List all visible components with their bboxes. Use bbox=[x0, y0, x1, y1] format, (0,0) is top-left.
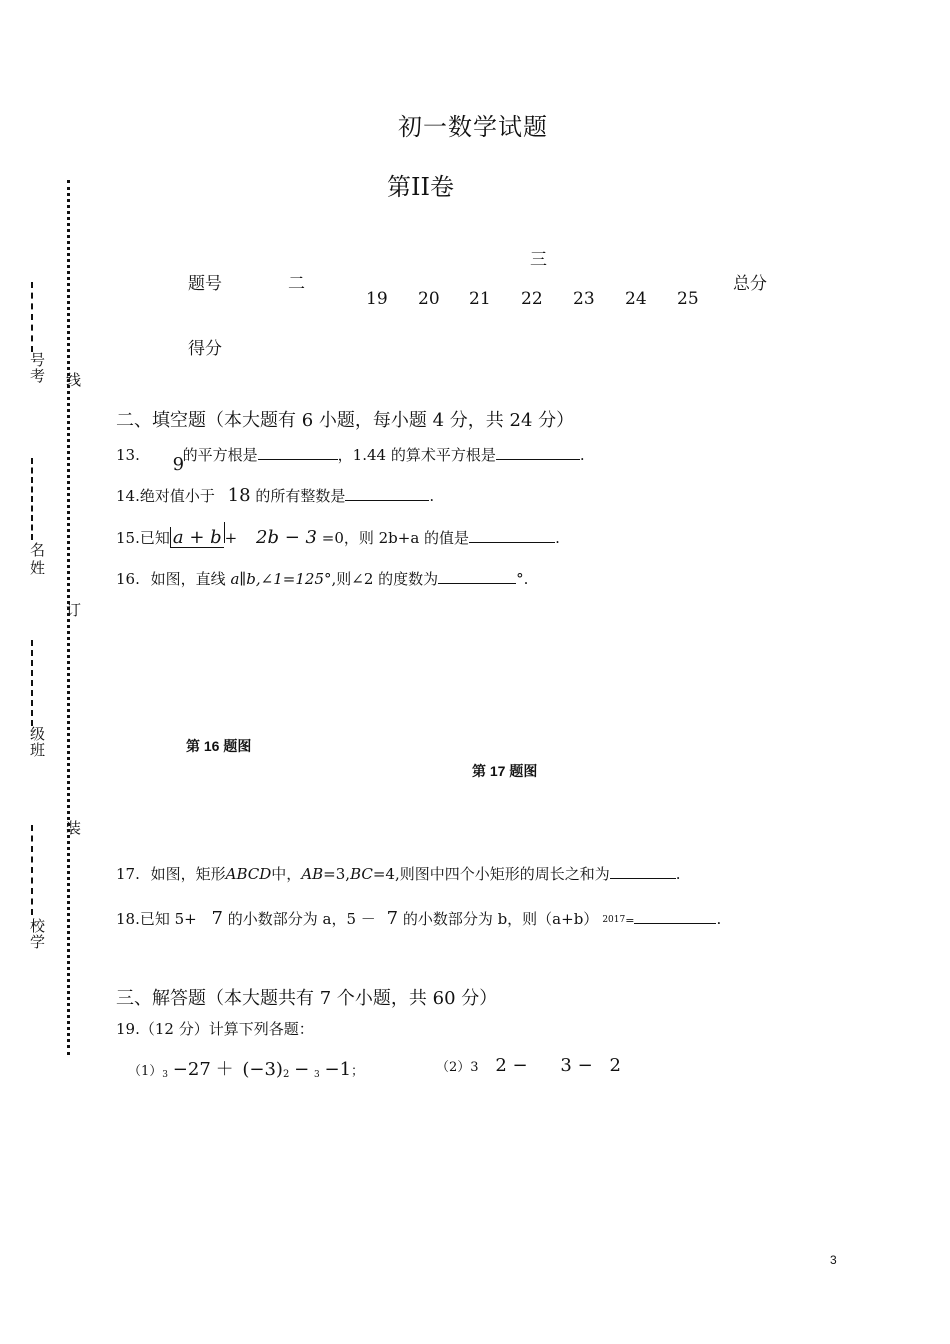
q13-blank2[interactable] bbox=[496, 444, 580, 460]
q19-part1-end: ； bbox=[351, 1064, 365, 1079]
class-blank bbox=[31, 640, 33, 726]
question-19: 19.（12 分）计算下列各题： bbox=[116, 1020, 314, 1038]
name-char-2: 姓 bbox=[30, 559, 46, 577]
q17-text4: =4,则图中四个小矩形的周长之和为 bbox=[372, 865, 610, 883]
q19-part1-plus: ＋ bbox=[215, 1059, 234, 1080]
question-13 bbox=[116, 444, 585, 475]
q18-blank[interactable] bbox=[634, 908, 716, 924]
q17-text3: =3, bbox=[323, 865, 351, 883]
page-number: 3 bbox=[830, 1253, 837, 1267]
q19-part2-d: 2 bbox=[609, 1055, 621, 1076]
score-table-q20: 20 bbox=[418, 289, 440, 309]
q16-text2: ,则∠2 的度数为 bbox=[331, 570, 439, 588]
q15-abs-left bbox=[170, 527, 224, 548]
score-table-q21: 21 bbox=[469, 289, 491, 309]
score-table-q23: 23 bbox=[573, 289, 595, 309]
exam-no-char-2: 考 bbox=[30, 367, 46, 385]
q15-end: . bbox=[555, 529, 560, 547]
q16-text1: 如图，直线 bbox=[150, 570, 226, 588]
q17-text2: 中， bbox=[271, 865, 302, 883]
q14-text2: 的所有整数是 bbox=[255, 487, 346, 505]
q19-part1-a: −27 bbox=[172, 1059, 211, 1080]
q13-number: 13. bbox=[116, 446, 140, 464]
question-16 bbox=[116, 568, 528, 589]
q15-number: 15. bbox=[116, 529, 140, 547]
q13-blank1[interactable] bbox=[258, 444, 338, 460]
q16-number: 16. bbox=[116, 570, 140, 588]
q16-math: a∥b,∠1=125° bbox=[230, 570, 332, 588]
q19-part1-root-index2: 3 bbox=[313, 1070, 320, 1080]
q18-end: . bbox=[716, 910, 722, 928]
class-char-1: 级 bbox=[30, 725, 46, 743]
q14-radicand: 18 bbox=[227, 485, 251, 506]
q18-radicand2: 7 bbox=[386, 908, 399, 929]
binding-zhuang: 装 bbox=[66, 819, 82, 837]
page-title: 初一数学试题 bbox=[398, 113, 548, 141]
class-char-2: 班 bbox=[30, 741, 46, 759]
school-char-2: 学 bbox=[30, 933, 46, 951]
q17-blank[interactable] bbox=[610, 863, 676, 879]
q13-text2: ，1.44 的算术平方根是 bbox=[337, 446, 496, 464]
exam-no-char-1: 号 bbox=[30, 351, 46, 369]
q13-radicand: 9 bbox=[172, 454, 185, 475]
question-14 bbox=[116, 485, 434, 506]
q19-part2-c: 3 − bbox=[560, 1055, 593, 1076]
name-blank bbox=[31, 458, 33, 540]
question-18 bbox=[116, 908, 721, 929]
score-table-q22: 22 bbox=[521, 289, 543, 309]
score-table-q19: 19 bbox=[366, 289, 388, 309]
q18-text3: 的小数部分为 b，则（a+b） bbox=[402, 910, 599, 928]
figure16-caption: 第 16 题图 bbox=[186, 738, 252, 754]
q19-part2-a: 3 bbox=[470, 1060, 479, 1075]
q18-number: 18. bbox=[116, 910, 140, 928]
q13-text1: 的平方根是 bbox=[182, 446, 258, 464]
score-table-total: 总分 bbox=[733, 274, 767, 294]
q15-text1: 已知 bbox=[139, 529, 170, 547]
q19-part1-square: 2 bbox=[282, 1069, 290, 1080]
q19-part1-label: （1） bbox=[128, 1064, 163, 1079]
q14-number: 14. bbox=[116, 487, 140, 505]
q18-text2: 的小数部分为 a，5 － bbox=[227, 910, 376, 928]
score-table-part3: 三 bbox=[530, 250, 547, 270]
q17-bc: BC bbox=[350, 865, 373, 883]
exam-no-blank bbox=[31, 282, 33, 352]
binding-ding: 订 bbox=[66, 601, 82, 619]
q19-part1-root-index: 3 bbox=[162, 1070, 169, 1080]
q17-end: . bbox=[675, 865, 681, 883]
figure17-caption: 第 17 题图 bbox=[472, 763, 538, 779]
q17-abcd: ABCD bbox=[225, 865, 272, 883]
name-char-1: 名 bbox=[30, 541, 46, 559]
q15-sqrt-expr: 2b − 3 bbox=[256, 527, 317, 548]
q17-ab: AB bbox=[301, 865, 324, 883]
section2-heading: 二、填空题（本大题有 6 小题，每小题 4 分，共 24 分） bbox=[116, 410, 575, 431]
q19-part2-label: （2） bbox=[436, 1060, 471, 1075]
q19-part1 bbox=[128, 1055, 364, 1081]
question-15 bbox=[116, 522, 560, 548]
q18-radicand1: 7 bbox=[211, 908, 223, 929]
q19-part1-b: (−3) bbox=[242, 1059, 283, 1080]
q14-text1: 绝对值小于 bbox=[139, 487, 215, 505]
q15-blank[interactable] bbox=[469, 527, 555, 543]
q18-equals: = bbox=[625, 914, 635, 927]
q17-number: 17. bbox=[116, 865, 140, 883]
volume-title: 第II卷 bbox=[387, 173, 454, 201]
q19-part2 bbox=[436, 1055, 621, 1076]
score-table-row1-label: 题号 bbox=[188, 274, 222, 294]
q14-end: . bbox=[429, 487, 435, 505]
q18-text1: 已知 5+ bbox=[139, 910, 197, 928]
school-blank bbox=[31, 825, 33, 915]
binding-xian: 线 bbox=[66, 371, 82, 389]
question-17 bbox=[116, 863, 681, 884]
q18-exponent: 2017 bbox=[602, 915, 626, 925]
score-table-row2-label: 得分 bbox=[188, 339, 222, 359]
q19-part1-minus: − bbox=[294, 1059, 310, 1080]
q19-part2-b: 2 − bbox=[495, 1055, 528, 1076]
school-char-1: 校 bbox=[30, 917, 46, 935]
section3-heading: 三、解答题（本大题共有 7 个小题，共 60 分） bbox=[116, 988, 498, 1009]
score-table-q25: 25 bbox=[677, 289, 699, 309]
q13-end: . bbox=[579, 446, 585, 464]
score-table-q24: 24 bbox=[625, 289, 647, 309]
q15-plus: + bbox=[224, 529, 238, 547]
q16-end: °. bbox=[516, 570, 529, 588]
q17-text1: 如图，矩形 bbox=[150, 865, 226, 883]
q14-blank[interactable] bbox=[345, 485, 429, 501]
score-table-part2: 二 bbox=[288, 274, 305, 294]
q16-blank[interactable] bbox=[438, 568, 516, 584]
q19-part1-d: −1 bbox=[324, 1059, 352, 1080]
q15-abs-expr: a + b bbox=[172, 527, 222, 548]
q15-text2: =0，则 2b+a 的值是 bbox=[321, 529, 470, 547]
